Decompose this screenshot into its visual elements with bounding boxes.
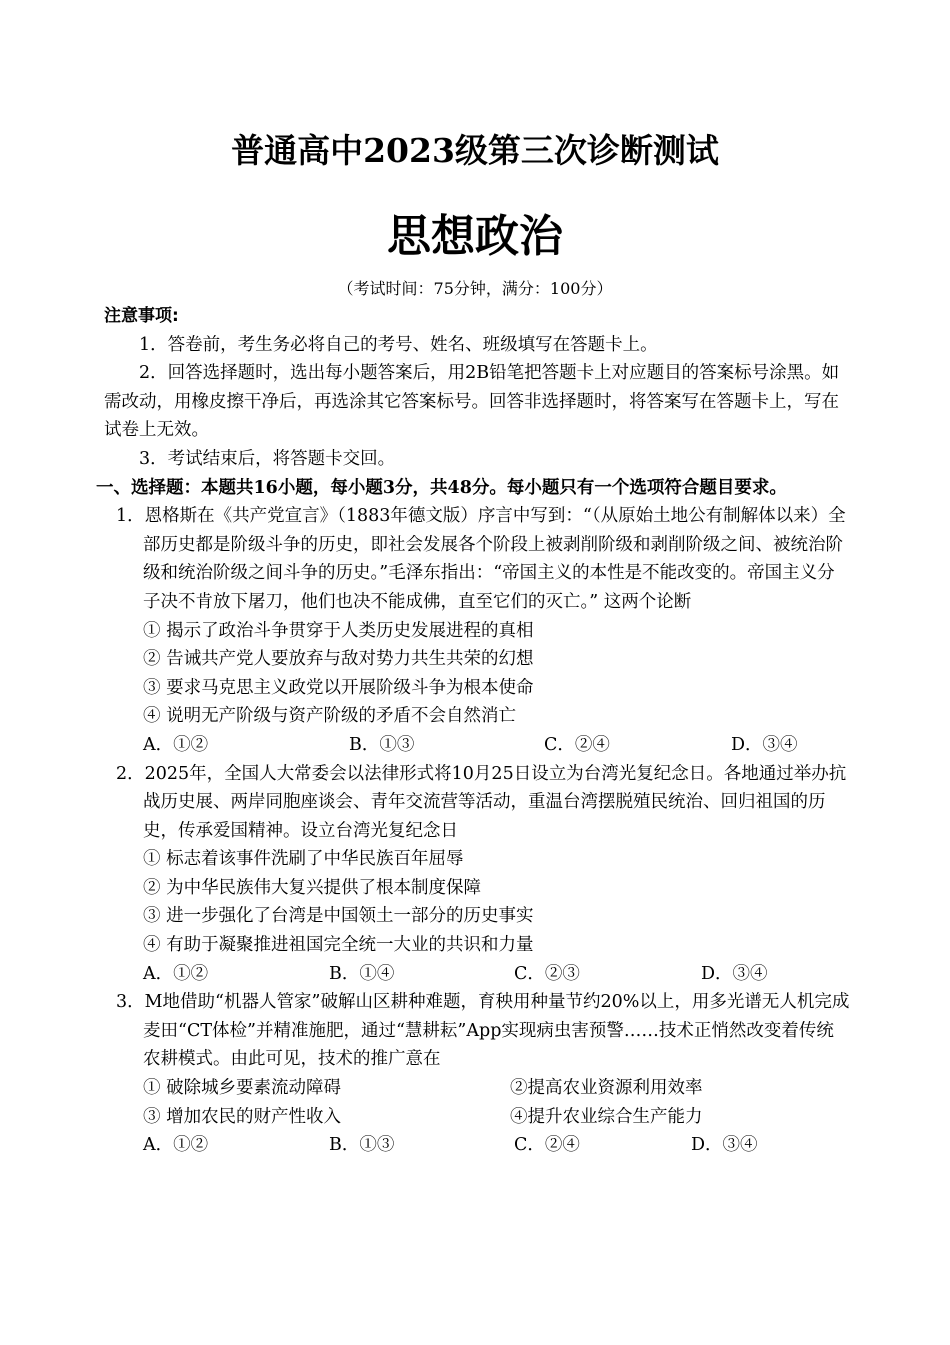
question-stem: 1．恩格斯在《共产党宣言》（1883年德文版）序言中写到：“（从原始土地公有制解体以来）全部历史都是阶级斗争的历史，即社会发展各个阶段上被剥削阶级和剥削阶级之间、被统治阶级和统治阶级之间斗争的历史。”毛泽东指出：“帝国主义的本性是不能改变的。帝国主义分子决不肯放下屠刀，他们也决不能成佛，直至它们的灭亡。” 这两个论断 [116, 506, 846, 612]
choice-d: D．③④ [701, 963, 768, 984]
choice-c: C．②④ [514, 1135, 580, 1156]
section-heading: 一、选择题：本题共16小题，每小题3分，共48分。每小题只有一个选项符合题目要求。 [96, 477, 787, 498]
statement-option: ① 破除城乡要素流动障碍 [143, 1078, 342, 1099]
choice-a: A．①② [143, 1135, 209, 1156]
statement-option: ② 告诫共产党人要放弃与敌对势力共生共荣的幻想 [143, 649, 534, 670]
answer-choices [104, 1131, 850, 1160]
statement-option: ③ 要求马克思主义政党以开展阶级斗争为根本使命 [143, 677, 534, 698]
choice-c: C．②④ [544, 734, 610, 755]
exam-title: 普通高中2023级第三次诊断测试 [231, 131, 719, 170]
answer-choices [104, 731, 850, 760]
choice-b: B．①③ [349, 734, 415, 755]
statement-option: ④提升农业综合生产能力 [510, 1106, 703, 1127]
subject-title: 思想政治 [387, 211, 563, 262]
statement-option: ②提高农业资源利用效率 [510, 1078, 703, 1099]
choice-b: B．①④ [329, 963, 395, 984]
exam-info: （考试时间：75分钟，满分：100分） [337, 279, 613, 298]
statement-row [104, 1103, 850, 1132]
question-stem: 2．2025年，全国人大常委会以法律形式将10月25日设立为台湾光复纪念日。各地通过举办抗战历史展、两岸同胞座谈会、青年交流营等活动，重温台湾摆脱殖民统治、回归祖国的历史，传承爱国精神。设立台湾光复纪念日 [116, 763, 847, 841]
choice-c: C．②③ [514, 963, 580, 984]
notice-item: 2．回答选择题时，选出每小题答案后，用2B铅笔把答题卡上对应题目的答案标号涂黑。如需改动，用橡皮擦干净后，再选涂其它答案标号。回答非选择题时，将答案写在答题卡上，写在试卷上无效。 [104, 363, 840, 441]
statement-option: ① 标志着该事件洗刷了中华民族百年屈辱 [143, 849, 464, 870]
statement-option: ③ 进一步强化了台湾是中国领土一部分的历史事实 [143, 906, 534, 927]
notice-item: 1．答卷前，考生务必将自己的考号、姓名、班级填写在答题卡上。 [139, 334, 658, 355]
choice-a: A．①② [143, 963, 209, 984]
choice-a: A．①② [143, 734, 209, 755]
notice-item: 3．考试结束后，将答题卡交回。 [139, 448, 396, 469]
statement-option: ③ 增加农民的财产性收入 [143, 1106, 342, 1127]
choice-d: D．③④ [691, 1135, 758, 1156]
statement-option: ④ 有助于凝聚推进祖国完全统一大业的共识和力量 [143, 935, 534, 956]
statement-option: ① 揭示了政治斗争贯穿于人类历史发展进程的真相 [143, 620, 534, 641]
statement-option: ② 为中华民族伟大复兴提供了根本制度保障 [143, 877, 482, 898]
statement-row [104, 1074, 850, 1103]
exam-body [96, 302, 850, 1160]
choice-b: B．①③ [329, 1135, 395, 1156]
question-stem: 3．M地借助“机器人管家”破解山区耕种难题，育秧用种量节约20%以上，用多光谱无人机完成麦田“CT体检”并精准施肥，通过“慧耕耘”App实现病虫害预警……技术正悄然改变着传统农耕模式。由此可见，技术的推广意在 [116, 992, 850, 1070]
answer-choices [104, 960, 850, 989]
choice-d: D．③④ [731, 734, 798, 755]
statement-option: ④ 说明无产阶级与资产阶级的矛盾不会自然消亡 [143, 706, 517, 727]
notice-heading: 注意事项: [104, 306, 179, 326]
